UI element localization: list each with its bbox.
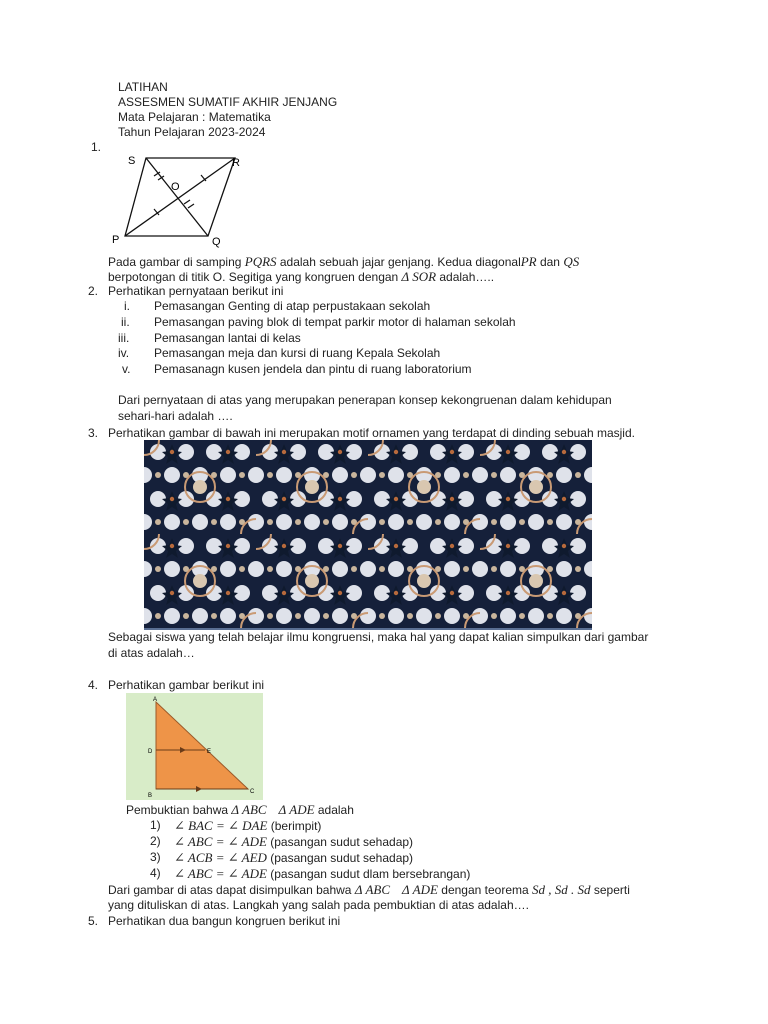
q4-step-1: ∠ BAC = ∠ DAE (berimpit) (174, 818, 322, 833)
q2-item-4: Pemasangan meja dan kursi di ruang Kepala Sekolah (154, 346, 441, 360)
q2-title: Perhatikan pernyataan berikut ini (108, 284, 284, 298)
q5-title: Perhatikan dua bangun kongruen berikut ini (108, 914, 341, 928)
label-o: O (171, 181, 180, 193)
mosaic-ornament-image (144, 440, 592, 630)
label-q: Q (212, 236, 221, 248)
q4-step-3-num: 3) (150, 850, 161, 864)
label-p: P (112, 234, 120, 246)
triangle-abc (126, 693, 263, 800)
q2-item-3-num: iii. (118, 331, 130, 345)
q1-text-line2: berpotongan di titik O. Segitiga yang kongruen dengan Δ SOR adalah….. (108, 269, 495, 284)
q3-paragraph-line2: di atas adalah… (108, 646, 195, 660)
q3-paragraph-line1: Sebagai siswa yang telah belajar ilmu kongruensi, maka hal yang dapat kalian simpulkan dari gambar (108, 630, 649, 644)
q2-item-3: Pemasangan lantai di kelas (154, 331, 301, 345)
q4-step-2: ∠ ABC = ∠ ADE (pasangan sudut sehadap) (174, 834, 414, 849)
label-s: S (128, 155, 136, 167)
q2-item-4-num: iv. (118, 346, 130, 360)
diagonal-qs (146, 158, 208, 236)
q3-number: 3. (88, 426, 99, 440)
q4-title: Perhatikan gambar berikut ini (108, 678, 265, 692)
label-b: B (148, 793, 153, 799)
q4-number: 4. (88, 678, 99, 692)
q2-paragraph-line1: Dari pernyataan di atas yang merupakan penerapan konsep kekongruenan dalam kehidupan (118, 393, 612, 407)
tick-mark (188, 204, 194, 208)
diagonal-pr (125, 158, 235, 236)
label-d: D (148, 749, 153, 755)
q4-conclusion-line1: Dari gambar di atas dapat disimpulkan bahwa Δ ABC Δ ADE dengan teorema Sd , Sd . Sd seperti (108, 882, 630, 897)
q4-step-3: ∠ ACB = ∠ AED (pasangan sudut sehadap) (174, 850, 414, 865)
q3-title: Perhatikan gambar di bawah ini merupakan motif ornamen yang terdapat di dinding sebuah masjid. (108, 426, 635, 440)
q1-text-line1: Pada gambar di samping PQRS adalah sebuah jajar genjang. Kedua diagonalPR dan QS (108, 254, 580, 269)
header-latihan: LATIHAN (118, 80, 168, 94)
mosaic-pattern (144, 440, 592, 628)
q4-proof-intro: Pembuktian bahwa Δ ABC Δ ADE adalah (126, 802, 354, 817)
q4-step-2-num: 2) (150, 834, 161, 848)
tick-mark (184, 200, 190, 204)
triangle-figure (126, 693, 263, 800)
q2-item-2-num: ii. (121, 315, 130, 329)
q2-paragraph-line2: sehari-hari adalah …. (118, 409, 233, 423)
triangle-shape (156, 702, 248, 789)
q4-step-1-num: 1) (150, 818, 161, 832)
header-year: Tahun Pelajaran 2023-2024 (118, 125, 266, 139)
q4-step-4-num: 4) (150, 866, 161, 880)
q1-number: 1. (91, 140, 102, 154)
q2-item-5: Pemasanagn kusen jendela dan pintu di ruang laboratorium (154, 362, 472, 376)
q2-number: 2. (88, 284, 99, 298)
q4-conclusion-line2: yang dituliskan di atas. Langkah yang salah pada pembuktian di atas adalah…. (108, 898, 529, 912)
q5-number: 5. (88, 914, 99, 928)
parallelogram-figure (108, 150, 250, 248)
label-e: E (207, 749, 212, 755)
header-subject: Mata Pelajaran : Matematika (118, 110, 271, 124)
label-c: C (250, 789, 255, 795)
q2-item-1-num: i. (124, 299, 130, 313)
q2-item-1: Pemasangan Genting di atap perpustakaan sekolah (154, 299, 431, 313)
label-a: A (153, 697, 158, 703)
q4-step-4: ∠ ABC = ∠ ADE (pasangan sudut dlam bersebrangan) (174, 866, 471, 881)
q2-item-5-num: v. (122, 362, 131, 376)
q2-item-2: Pemasangan paving blok di tempat parkir motor di halaman sekolah (154, 315, 516, 329)
label-r: R (232, 157, 240, 169)
header-assessment: ASSESMEN SUMATIF AKHIR JENJANG (118, 95, 338, 109)
